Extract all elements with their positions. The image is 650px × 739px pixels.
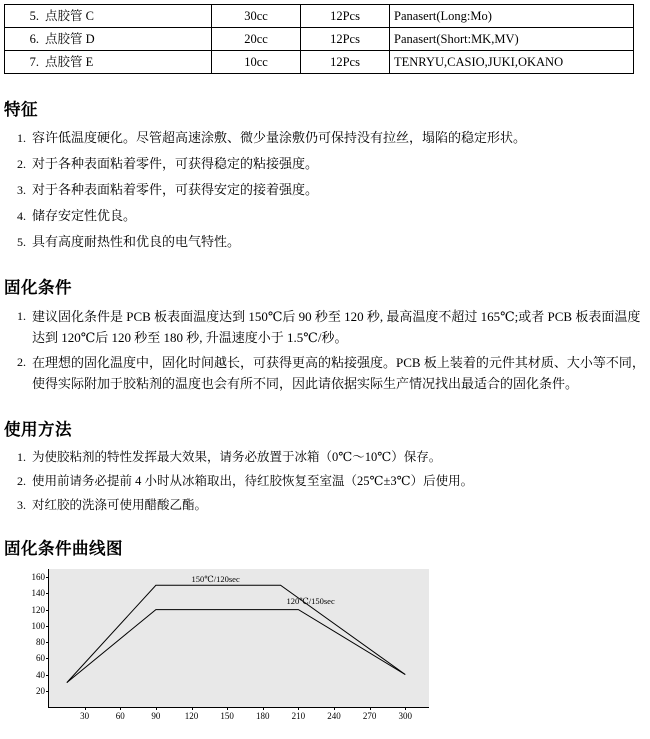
chart-x-tick-mark xyxy=(192,707,193,710)
list-item-text: 对于各种表面粘着零件，可获得安定的接着强度。 xyxy=(32,182,319,197)
list-item-text: 储存安定性优良。 xyxy=(32,208,137,223)
chart-x-tick-label: 150 xyxy=(220,711,234,721)
list-item-number: 1. xyxy=(17,131,26,145)
chart-y-tick-label: 80 xyxy=(36,637,45,648)
cell-machine: Panasert(Long:Mo) xyxy=(390,5,634,28)
chart-x-tick-label: 90 xyxy=(151,711,161,721)
cell-quantity: 12Pcs xyxy=(301,51,390,74)
chart-y-tick-label: 60 xyxy=(36,653,45,664)
chart-x-tick-label: 180 xyxy=(256,711,270,721)
list-item-text: 建议固化条件是 PCB 板表面温度达到 150℃后 90 秒至 120 秒, 最高温度不超过 165℃;或者 PCB 板表面温度达到 120℃后 120 秒至 180 秒, 升温速度小于 1.5℃/秒。 xyxy=(32,309,641,345)
list-item-number: 4. xyxy=(17,209,26,223)
features-heading: 特征 xyxy=(4,100,38,119)
chart-x-tick-mark xyxy=(334,707,335,710)
row-number: 7. xyxy=(29,55,39,69)
cure-heading: 固化条件 xyxy=(4,278,72,297)
item-name: 点胶管 C xyxy=(45,9,94,23)
list-item-number: 1. xyxy=(17,309,26,323)
cell-item-name xyxy=(5,5,212,28)
chart-y-tick-label: 120 xyxy=(31,604,45,615)
list-item xyxy=(4,306,650,348)
chart-y-tick-mark xyxy=(46,642,49,643)
list-item-text: 对于各种表面粘着零件，可获得稳定的粘接强度。 xyxy=(32,156,319,171)
chart-series-line xyxy=(67,585,405,682)
list-item xyxy=(4,472,650,491)
list-item-number: 3. xyxy=(17,498,26,512)
chart-x-tick-label: 300 xyxy=(398,711,412,721)
list-item xyxy=(4,232,650,252)
chart-y-tick-mark xyxy=(46,658,49,659)
cell-volume: 30cc xyxy=(212,5,301,28)
chart-y-tick-label: 160 xyxy=(31,572,45,583)
list-item-text: 在理想的固化温度中，固化时间越长，可获得更高的粘接强度。PCB 板上装着的元件其材质、大小等不同，使得实际附加于胶粘剂的温度也会有所不同，因此请依据实际生产情况找出最适合的固化条件。 xyxy=(32,355,645,391)
chart-x-tick-label: 240 xyxy=(327,711,341,721)
list-item-number: 3. xyxy=(17,183,26,197)
list-item xyxy=(4,448,650,467)
list-item xyxy=(4,206,650,226)
spec-table xyxy=(4,4,634,74)
chart-x-tick-mark xyxy=(85,707,86,710)
chart-x-tick-label: 30 xyxy=(80,711,90,721)
item-name: 点胶管 E xyxy=(45,55,94,69)
features-list xyxy=(4,128,650,252)
chart-x-tick-label: 210 xyxy=(291,711,306,721)
chart-x-tick-mark xyxy=(263,707,264,710)
chart-series-line xyxy=(67,610,405,683)
cell-item-name xyxy=(5,51,212,74)
chart-annotation: 150℃/120sec xyxy=(191,573,240,584)
chart-y-tick-label: 140 xyxy=(31,588,45,599)
list-item xyxy=(4,352,650,394)
chart-x-tick-mark xyxy=(227,707,228,710)
list-item-text: 具有高度耐热性和优良的电气特性。 xyxy=(32,234,241,249)
list-item-number: 2. xyxy=(17,355,26,369)
table-row xyxy=(5,28,634,51)
chart-x-tick-label: 120 xyxy=(184,711,199,721)
usage-heading: 使用方法 xyxy=(4,420,72,439)
chart-plot-area xyxy=(31,569,429,721)
chart-y-tick-label: 20 xyxy=(36,685,45,696)
cell-quantity: 12Pcs xyxy=(301,28,390,51)
list-item-number: 1. xyxy=(17,450,26,464)
chart-x-tick-label: 60 xyxy=(115,711,125,721)
cell-volume: 10cc xyxy=(212,51,301,74)
spec-table-body xyxy=(5,5,634,74)
chart-x-tick-mark xyxy=(370,707,371,710)
list-item xyxy=(4,154,650,174)
cell-item-name xyxy=(5,28,212,51)
list-item xyxy=(4,496,650,515)
cell-volume: 20cc xyxy=(212,28,301,51)
cell-machine: TENRYU,CASIO,JUKI,OKANO xyxy=(390,51,634,74)
chart-x-tick-label: 270 xyxy=(362,711,377,721)
row-number: 6. xyxy=(29,32,39,46)
chart-x-tick-mark xyxy=(298,707,299,710)
list-item-text: 对红胶的洗涤可使用醋酸乙酯。 xyxy=(32,498,208,512)
chart-y-tick-mark xyxy=(46,577,49,578)
list-item xyxy=(4,128,650,148)
chart-x-tick-mark xyxy=(156,707,157,710)
chart-y-tick-mark xyxy=(46,626,49,627)
cure-curve-chart xyxy=(30,569,590,739)
chart-y-tick-mark xyxy=(46,675,49,676)
chart-y-tick-label: 100 xyxy=(31,620,45,631)
chart-heading: 固化条件曲线图 xyxy=(4,539,123,558)
chart-y-tick-mark xyxy=(46,593,49,594)
chart-x-tick-mark xyxy=(405,707,406,710)
chart-annotation: 120℃/150sec xyxy=(286,596,335,607)
chart-y-tick-mark xyxy=(46,691,49,692)
item-name: 点胶管 D xyxy=(45,32,95,46)
list-item-text: 容许低温度硬化。尽管超高速涂敷、微少量涂敷仍可保持没有拉丝，塌陷的稳定形状。 xyxy=(32,130,527,145)
cell-quantity: 12Pcs xyxy=(301,5,390,28)
list-item-text: 为使胶粘剂的特性发挥最大效果，请务必放置于冰箱（0℃～10℃）保存。 xyxy=(32,450,442,464)
document-page xyxy=(0,4,650,724)
chart-curves xyxy=(49,569,429,707)
cell-machine: Panasert(Short:MK,MV) xyxy=(390,28,634,51)
usage-list xyxy=(4,448,650,515)
list-item-number: 2. xyxy=(17,474,26,488)
chart-x-tick-mark xyxy=(120,707,121,710)
list-item-text: 使用前请务必提前 4 小时从冰箱取出，待红胶恢复至室温（25℃±3℃）后使用。 xyxy=(32,474,474,488)
list-item-number: 2. xyxy=(17,157,26,171)
table-row xyxy=(5,5,634,28)
chart-y-tick-mark xyxy=(46,610,49,611)
chart-y-tick-label: 40 xyxy=(36,669,45,680)
row-number: 5. xyxy=(29,9,39,23)
list-item xyxy=(4,180,650,200)
list-item-number: 5. xyxy=(17,235,26,249)
cure-list xyxy=(4,306,650,394)
table-row xyxy=(5,51,634,74)
